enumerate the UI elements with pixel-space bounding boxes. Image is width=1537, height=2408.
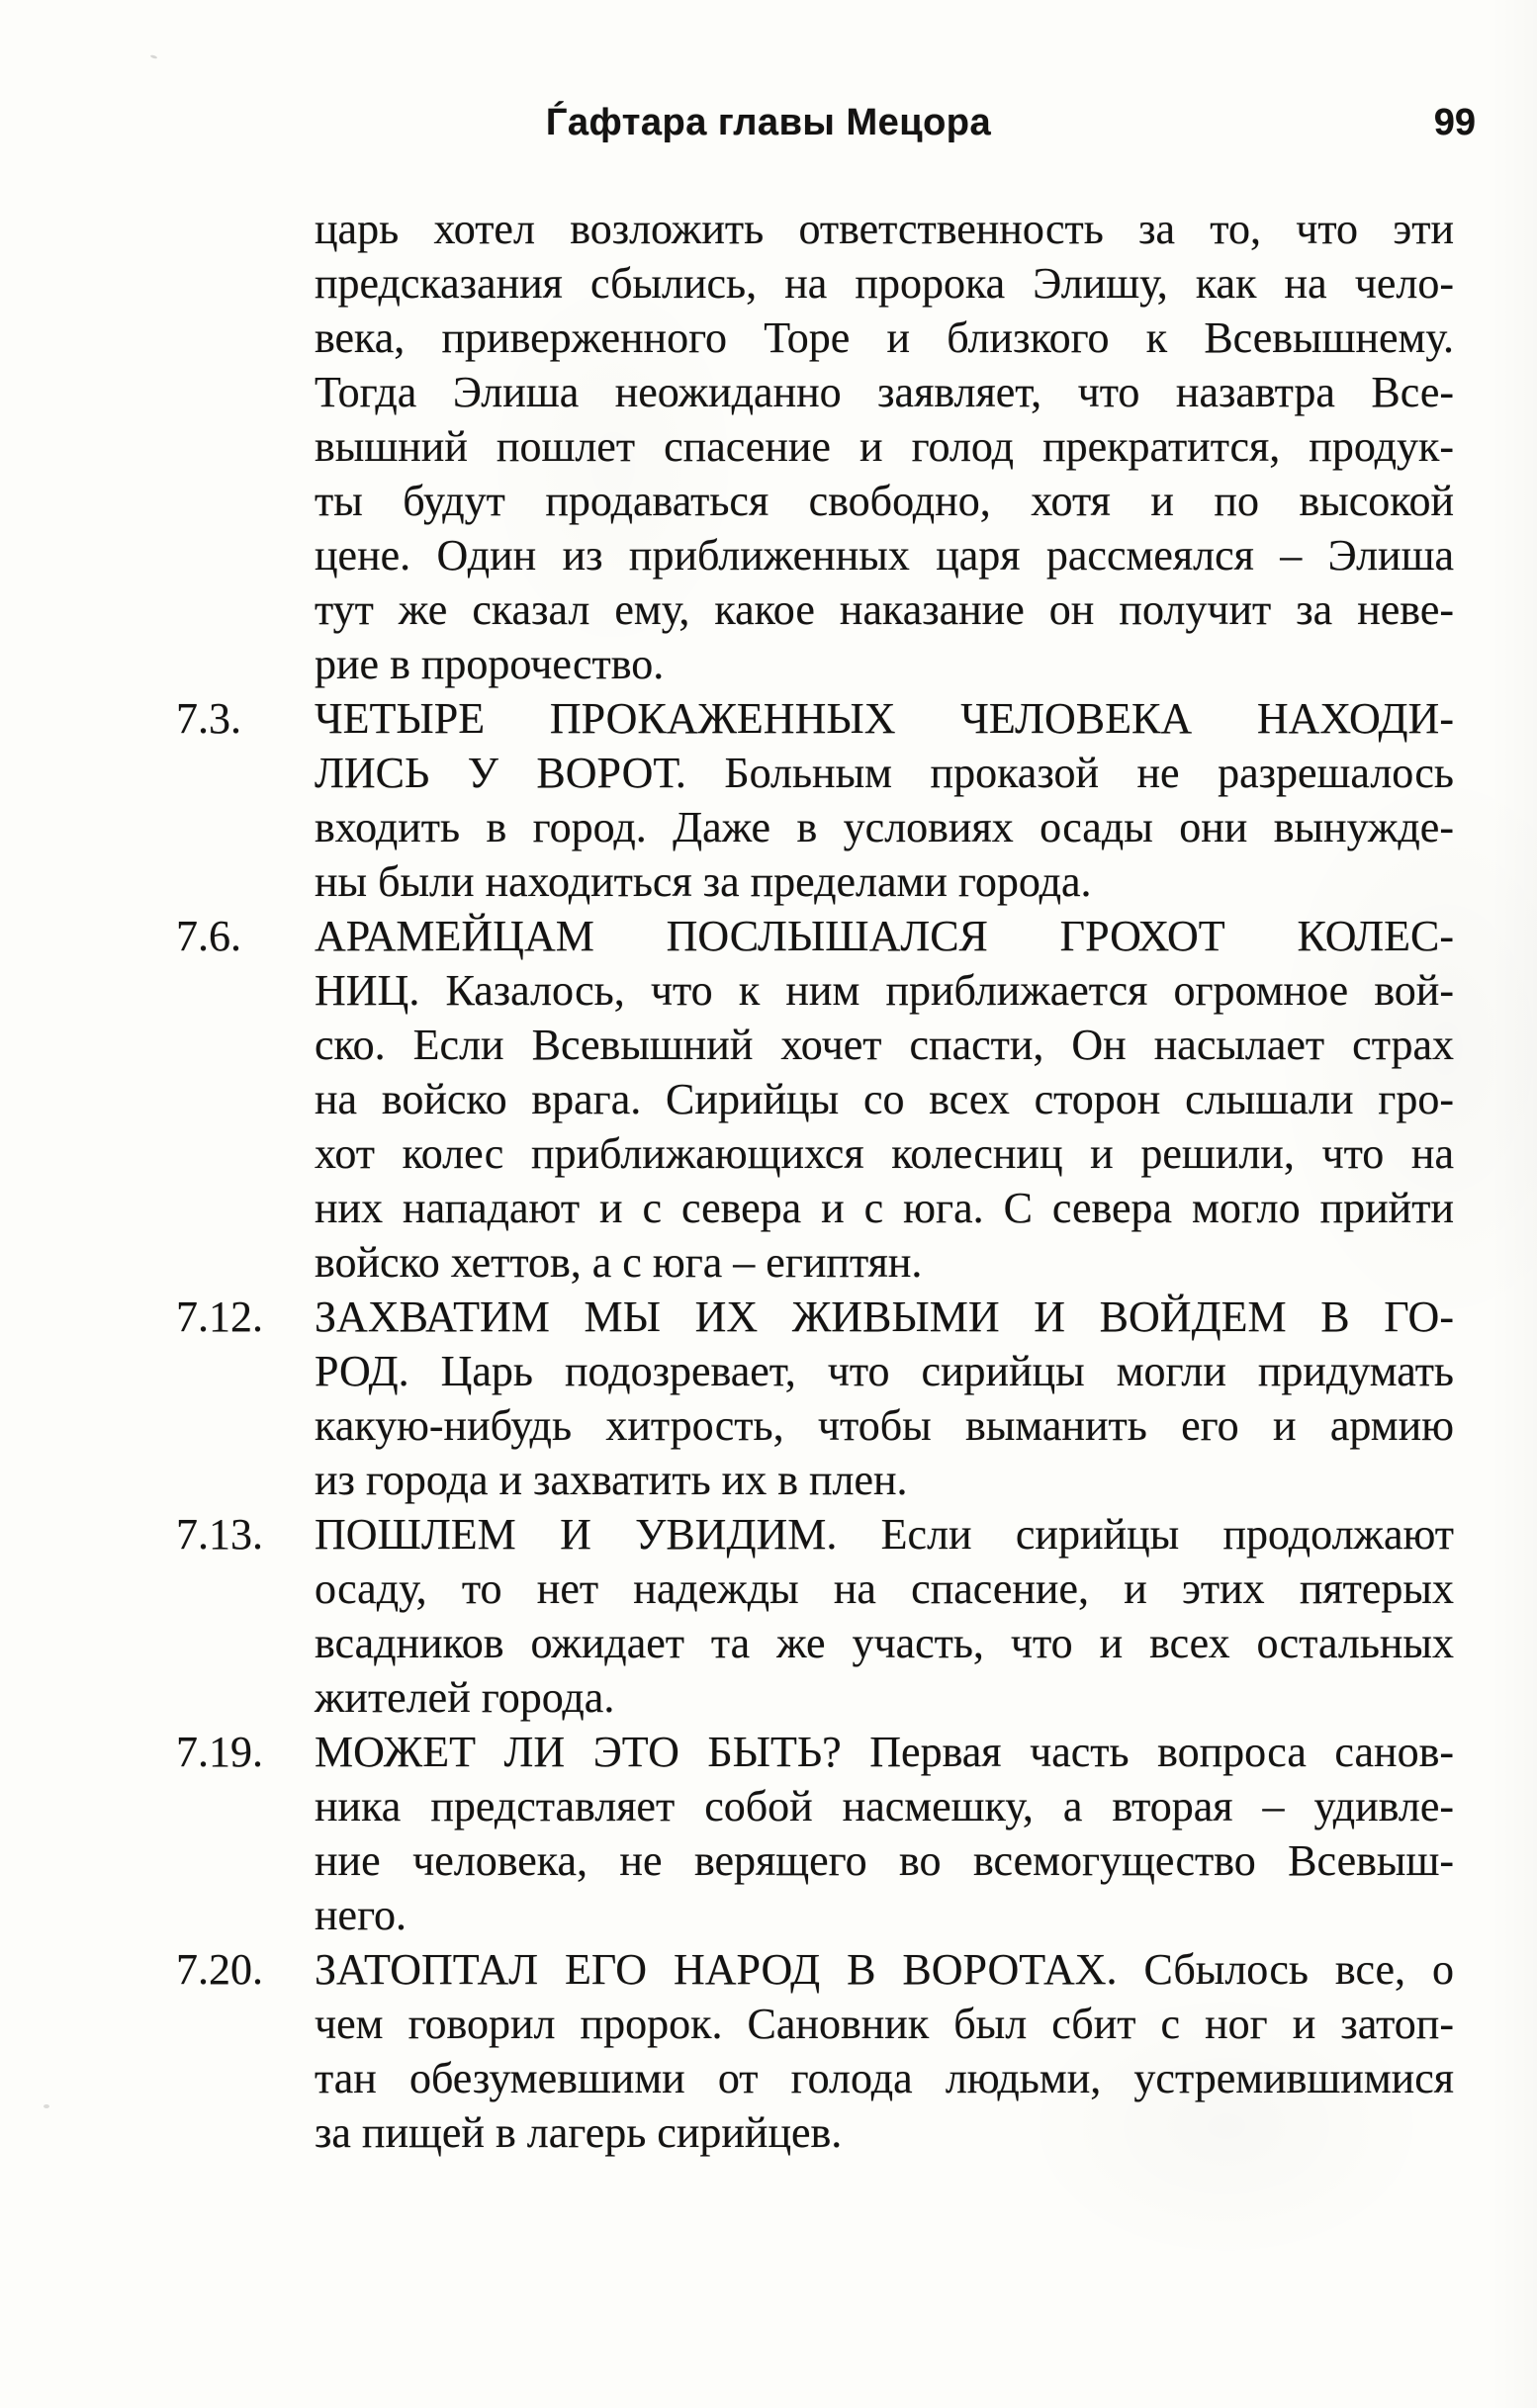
text-line: хот колес приближающихся колесниц и решили, что на: [315, 1129, 1454, 1178]
text-line: ты будут продаваться свободно, хотя и по высокой: [315, 477, 1454, 525]
text-line: АРАМЕЙЦАМ ПОСЛЫШАЛСЯ ГРОХОТ КОЛЕС-: [315, 912, 1454, 960]
text-line: царь хотел возложить ответственность за то, что эти: [315, 205, 1454, 253]
section-number: 7.12.: [176, 1293, 263, 1341]
text-line: НИЦ. Казалось, что к ним приближается огромное вой-: [315, 966, 1454, 1015]
text-line: него.: [315, 1891, 407, 1939]
text-line: ПОШЛЕМ И УВИДИМ. Если сирийцы продолжают: [315, 1510, 1454, 1559]
text-line: века, приверженного Торе и близкого к Всевышнему.: [315, 313, 1454, 362]
text-line: ЗАТОПТАЛ ЕГО НАРОД В ВОРОТАХ. Сбылось все, о: [315, 1945, 1454, 1994]
text-line: ско. Если Всевышний хочет спасти, Он насылает страх: [315, 1021, 1454, 1069]
section-lines: [315, 202, 1454, 691]
commentary-section: [176, 1290, 1454, 1507]
text-line: предсказания сбылись, на пророка Элишу, как на чело-: [315, 259, 1454, 308]
text-line: цене. Один из приближенных царя рассмеялся – Элиша: [315, 531, 1454, 580]
text-line: вышний пошлет спасение и голод прекратится, продук-: [315, 422, 1454, 471]
text-line: ника представляет собой насмешку, а вторая – удивле-: [315, 1782, 1454, 1830]
section-number: 7.6.: [176, 912, 241, 960]
scan-speck: [210, 937, 214, 940]
running-head-title: Ѓафтара главы Мецора: [545, 102, 992, 143]
text-line: МОЖЕТ ЛИ ЭТО БЫТЬ? Первая часть вопроса санов-: [315, 1728, 1454, 1776]
text-line: тут же сказал ему, какое наказание он получит за неве-: [315, 585, 1454, 634]
text-line: ние человека, не верящего во всемогущество Всевыш-: [315, 1836, 1454, 1885]
text-line: всадников ожидает та же участь, что и всех остальных: [315, 1619, 1454, 1667]
commentary-section: [176, 1725, 1454, 1942]
section-number: 7.3.: [176, 694, 241, 743]
text-line: тан обезумевшими от голода людьми, устремившимися: [315, 2054, 1454, 2102]
text-line: из города и захватить их в плен.: [315, 1456, 908, 1504]
page-number: 99: [1433, 102, 1476, 143]
commentary-section: [176, 1942, 1454, 2160]
text-line: какую-нибудь хитрость, чтобы выманить его и армию: [315, 1401, 1454, 1450]
text-line: ЛИСЬ У ВОРОТ. Больным проказой не разрешалось: [315, 749, 1454, 797]
section-lines: [315, 1725, 1454, 1942]
text-line: Тогда Элиша неожиданно заявляет, что назавтра Все-: [315, 368, 1454, 416]
commentary-section: [315, 202, 1454, 691]
text-line: осаду, то нет надежды на спасение, и этих пятерых: [315, 1564, 1454, 1613]
text-line: ЗАХВАТИМ МЫ ИХ ЖИВЫМИ И ВОЙДЕМ В ГО-: [315, 1293, 1454, 1341]
text-line: за пищей в лагерь сирийцев.: [315, 2108, 843, 2157]
commentary-text-block: [176, 202, 1454, 2160]
section-number: 7.20.: [176, 1945, 263, 1994]
section-number: 7.13.: [176, 1510, 263, 1559]
commentary-section: [176, 691, 1454, 909]
section-lines: [315, 909, 1454, 1290]
commentary-section: [176, 909, 1454, 1290]
commentary-section: [176, 1507, 1454, 1725]
scan-speck: [44, 2104, 49, 2108]
text-line: на войско врага. Сирийцы со всех сторон слышали гро-: [315, 1075, 1454, 1123]
text-line: них нападают и с севера и с юга. С севера могло прийти: [315, 1184, 1454, 1232]
text-line: РОД. Царь подозревает, что сирийцы могли придумать: [315, 1347, 1454, 1395]
section-lines: [315, 691, 1454, 909]
text-line: входить в город. Даже в условиях осады они вынужде-: [315, 803, 1454, 851]
text-line: жителей города.: [315, 1673, 615, 1722]
section-lines: [315, 1290, 1454, 1507]
section-lines: [315, 1507, 1454, 1725]
text-line: чем говорил пророк. Сановник был сбит с ног и затоп-: [315, 2000, 1454, 2048]
text-line: рие в пророчество.: [315, 640, 665, 688]
scan-speck: [150, 54, 158, 59]
text-line: войско хеттов, а с юга – египтян.: [315, 1238, 923, 1287]
text-line: ЧЕТЫРЕ ПРОКАЖЕННЫХ ЧЕЛОВЕКА НАХОДИ-: [315, 694, 1454, 743]
text-line: ны были находиться за пределами города.: [315, 857, 1092, 906]
section-lines: [315, 1942, 1454, 2160]
section-number: 7.19.: [176, 1728, 263, 1776]
